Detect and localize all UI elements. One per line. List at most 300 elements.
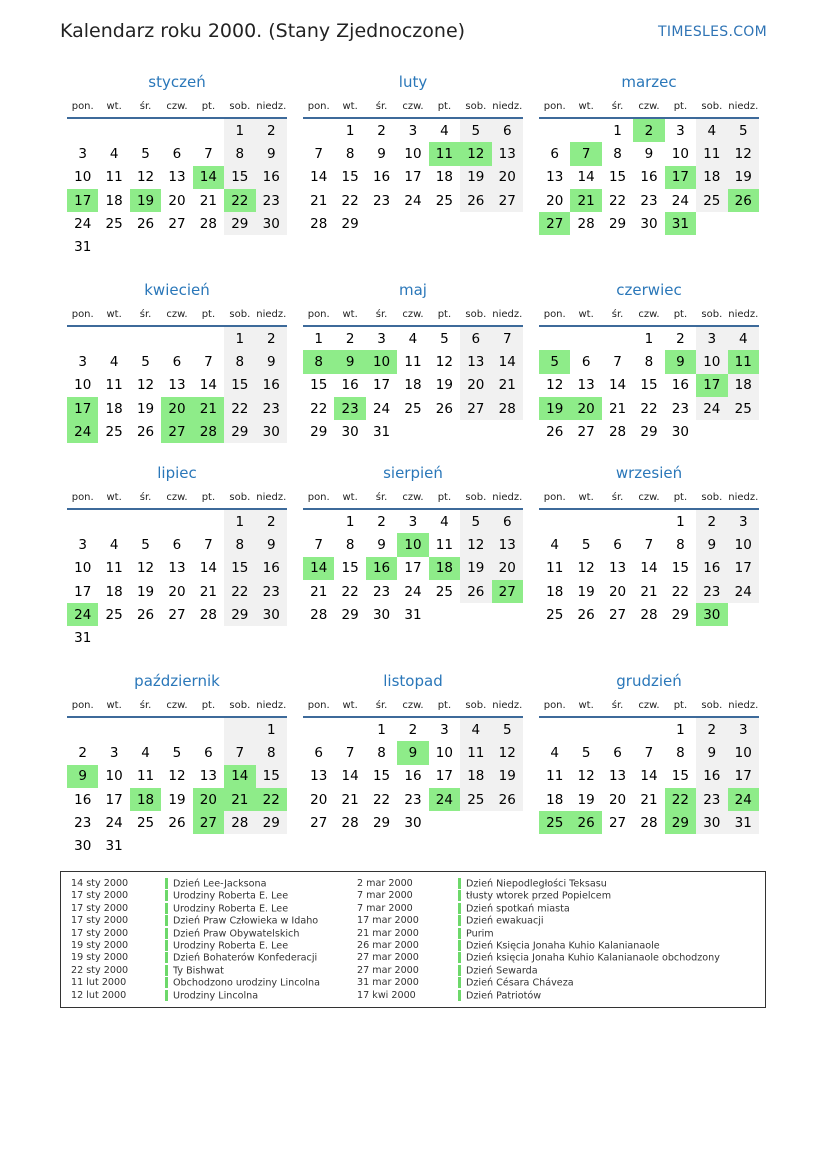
month-block (303, 72, 523, 235)
holiday-day-cell: 24 (728, 788, 759, 811)
day-cell: 16 (696, 765, 727, 788)
day-cell: 4 (408, 330, 418, 347)
day-cell: 14 (640, 768, 658, 785)
holiday-day-cell: 27 (193, 811, 224, 834)
empty-cell (460, 212, 491, 235)
weekday-label: pon. (71, 101, 94, 112)
legend-date: 12 lut 2000 (71, 989, 127, 1001)
day-cell: 26 (168, 814, 186, 831)
empty-cell (570, 327, 601, 350)
weekday-label: sob. (465, 700, 487, 711)
holiday-marker-icon (458, 878, 461, 889)
weekday-label: sob. (701, 700, 723, 711)
weekday-label: czw. (638, 309, 660, 320)
legend-holiday-name: Dzień Niepodległości Teksasu (458, 878, 607, 890)
day-cell: 13 (608, 560, 627, 577)
weekday-label: wt. (342, 492, 358, 503)
day-cell: 1 (314, 330, 323, 347)
empty-cell (256, 235, 287, 258)
weekday-header (67, 489, 287, 507)
holiday-marker-icon (458, 928, 461, 939)
legend-date: 19 sty 2000 (71, 952, 129, 964)
holiday-day-cell: 10 (397, 533, 428, 556)
weekday-header (67, 306, 287, 324)
weekday-label: pon. (71, 492, 94, 503)
day-cell: 18 (404, 377, 422, 394)
month-name: wrzesień (615, 464, 683, 482)
weekday-label: wt. (578, 492, 594, 503)
day-cell: 16 (74, 791, 92, 808)
legend-holiday-name: Dzień Patriotów (458, 990, 541, 1002)
day-cell: 30 (256, 420, 287, 443)
weekday-label: sob. (465, 101, 487, 112)
day-cell: 14 (492, 350, 523, 373)
day-cell: 4 (440, 122, 449, 139)
day-cell: 10 (74, 560, 92, 577)
empty-cell (460, 603, 491, 626)
day-grid (67, 327, 287, 443)
holiday-day-cell: 20 (161, 397, 192, 420)
day-cell: 9 (696, 741, 727, 764)
weekday-label: sob. (229, 309, 251, 320)
day-cell: 6 (613, 744, 622, 761)
day-cell: 9 (256, 350, 287, 373)
day-cell: 8 (676, 744, 685, 761)
day-cell: 13 (492, 142, 523, 165)
day-grid (303, 119, 523, 235)
day-cell: 5 (728, 119, 759, 142)
day-cell: 7 (613, 353, 622, 370)
holiday-marker-icon (165, 878, 168, 889)
empty-cell (303, 119, 334, 142)
empty-cell (429, 603, 460, 626)
legend-holiday-name: Dzień Lee-Jacksona (165, 878, 266, 890)
weekday-label: wt. (578, 101, 594, 112)
empty-cell (98, 626, 129, 649)
day-cell: 3 (408, 513, 418, 530)
day-cell: 9 (696, 533, 727, 556)
month-block (539, 280, 759, 443)
day-cell: 26 (136, 606, 155, 623)
month-block (303, 280, 523, 443)
empty-cell (728, 420, 759, 443)
day-cell: 17 (435, 768, 453, 785)
weekday-label: wt. (342, 309, 358, 320)
day-cell: 25 (696, 189, 727, 212)
empty-cell (193, 510, 224, 533)
legend-holiday-name: Dzień Praw Człowieka w Idaho (165, 915, 318, 927)
day-grid (67, 119, 287, 259)
legend-date: 17 kwi 2000 (357, 989, 416, 1001)
day-cell: 27 (608, 814, 627, 831)
day-cell: 7 (204, 536, 213, 553)
empty-cell (492, 212, 523, 235)
day-cell: 12 (546, 377, 564, 394)
day-cell: 25 (728, 397, 759, 420)
day-cell: 10 (74, 377, 92, 394)
day-cell: 11 (105, 560, 123, 577)
holiday-day-cell: 8 (303, 350, 334, 373)
legend-holiday-name: Dzień księcia Jonaha Kuhio Kalanianaole obchodzony (458, 952, 720, 964)
weekday-label: wt. (106, 101, 122, 112)
legend-date: 27 mar 2000 (357, 964, 419, 976)
holiday-marker-icon (458, 915, 461, 926)
day-cell: 19 (435, 377, 453, 394)
day-cell: 19 (168, 791, 186, 808)
day-cell: 20 (546, 192, 564, 209)
weekday-label: czw. (638, 700, 660, 711)
weekday-label: sob. (465, 309, 487, 320)
day-cell: 6 (172, 353, 182, 370)
weekday-label: czw. (638, 101, 660, 112)
empty-cell (161, 510, 192, 533)
day-cell: 24 (671, 192, 689, 209)
month-block (303, 463, 523, 626)
day-cell: 20 (460, 374, 491, 397)
empty-cell (224, 235, 255, 258)
day-cell: 2 (696, 718, 727, 741)
empty-cell (570, 718, 601, 741)
weekday-label: pt. (437, 700, 452, 711)
weekday-label: sob. (701, 492, 723, 503)
day-cell: 3 (78, 353, 87, 370)
holiday-day-cell: 24 (429, 788, 460, 811)
day-cell: 15 (224, 166, 255, 189)
weekday-label: pon. (543, 700, 566, 711)
empty-cell (224, 626, 255, 649)
empty-cell (67, 327, 98, 350)
day-cell: 28 (577, 215, 595, 232)
day-cell: 3 (78, 145, 87, 162)
day-cell: 20 (492, 166, 523, 189)
month-name: sierpień (383, 464, 443, 482)
day-cell: 16 (372, 169, 391, 186)
day-cell: 30 (256, 212, 287, 235)
day-cell: 26 (492, 788, 523, 811)
legend-date: 2 mar 2000 (357, 878, 413, 889)
day-cell: 1 (256, 718, 287, 741)
day-cell: 6 (172, 536, 182, 553)
day-cell: 12 (577, 560, 595, 577)
day-cell: 30 (671, 423, 689, 440)
day-cell: 17 (728, 765, 759, 788)
day-cell: 5 (581, 536, 591, 553)
empty-cell (492, 603, 523, 626)
day-cell: 29 (310, 423, 328, 440)
weekday-label: śr. (611, 700, 624, 711)
holiday-marker-icon (458, 890, 461, 901)
weekday-header (303, 306, 523, 324)
day-cell: 12 (136, 169, 155, 186)
legend-date: 17 sty 2000 (71, 915, 129, 927)
weekday-header (539, 98, 759, 116)
month-name: kwiecień (144, 281, 210, 299)
month-name: październik (134, 672, 220, 690)
empty-cell (67, 510, 98, 533)
day-cell: 28 (640, 814, 658, 831)
day-cell: 3 (676, 122, 685, 139)
day-cell: 10 (696, 350, 727, 373)
day-cell: 15 (341, 169, 359, 186)
legend-holiday-name: Dzień spotkań miasta (458, 903, 570, 915)
day-cell: 13 (168, 169, 186, 186)
day-cell: 31 (74, 239, 92, 256)
empty-cell (492, 811, 523, 834)
month-block (67, 280, 287, 443)
legend-date: 17 mar 2000 (357, 915, 419, 927)
day-cell: 12 (435, 353, 453, 370)
day-cell: 11 (105, 169, 123, 186)
day-cell: 24 (404, 583, 422, 600)
holiday-marker-icon (165, 977, 168, 988)
day-cell: 18 (105, 583, 123, 600)
day-cell: 22 (671, 583, 689, 600)
weekday-label: czw. (166, 309, 188, 320)
day-grid (539, 327, 759, 443)
day-cell: 29 (256, 811, 287, 834)
day-cell: 29 (372, 814, 391, 831)
day-cell: 3 (728, 510, 759, 533)
day-cell: 16 (404, 768, 422, 785)
day-cell: 4 (109, 353, 119, 370)
month-name: maj (399, 281, 427, 299)
empty-cell (539, 510, 570, 533)
weekday-label: pon. (543, 309, 566, 320)
empty-cell (161, 718, 192, 741)
day-cell: 23 (372, 583, 391, 600)
weekday-label: pt. (673, 492, 688, 503)
day-cell: 10 (728, 741, 759, 764)
day-cell: 30 (341, 423, 359, 440)
holiday-legend (60, 871, 766, 1008)
day-cell: 29 (640, 423, 658, 440)
legend-date: 7 mar 2000 (357, 890, 413, 902)
day-cell: 13 (492, 533, 523, 556)
day-cell: 8 (377, 744, 386, 761)
empty-cell (303, 510, 334, 533)
empty-cell (98, 119, 129, 142)
holiday-day-cell: 19 (130, 189, 161, 212)
month-name: luty (398, 73, 428, 91)
day-cell: 23 (671, 400, 689, 417)
day-cell: 16 (256, 374, 287, 397)
day-cell: 25 (136, 814, 155, 831)
day-cell: 16 (341, 377, 359, 394)
day-cell: 1 (224, 327, 255, 350)
weekday-label: pon. (307, 700, 330, 711)
holiday-day-cell: 26 (570, 811, 601, 834)
day-cell: 18 (546, 791, 564, 808)
empty-cell (460, 420, 491, 443)
holiday-day-cell: 18 (130, 788, 161, 811)
weekday-label: czw. (402, 101, 424, 112)
weekday-label: śr. (375, 492, 388, 503)
day-cell: 23 (372, 192, 391, 209)
day-grid (303, 718, 523, 834)
holiday-day-cell: 5 (539, 350, 570, 373)
day-cell: 23 (256, 189, 287, 212)
month-block (67, 671, 287, 858)
day-cell: 5 (141, 353, 150, 370)
day-cell: 7 (204, 145, 213, 162)
day-cell: 7 (314, 145, 323, 162)
day-cell: 1 (613, 122, 622, 139)
month-block (539, 72, 759, 235)
weekday-label: niedz. (728, 492, 759, 503)
empty-cell (193, 235, 224, 258)
day-cell: 24 (74, 215, 92, 232)
day-cell: 14 (577, 169, 595, 186)
weekday-label: niedz. (728, 101, 759, 112)
day-cell: 2 (676, 330, 685, 347)
day-cell: 29 (671, 606, 689, 623)
day-cell: 22 (310, 400, 328, 417)
day-cell: 27 (492, 189, 523, 212)
day-cell: 23 (404, 791, 422, 808)
holiday-marker-icon (165, 965, 168, 976)
day-cell: 25 (105, 423, 123, 440)
day-cell: 8 (345, 145, 355, 162)
legend-holiday-name: tłusty wtorek przed Popielcem (458, 890, 611, 902)
holiday-day-cell: 14 (303, 557, 334, 580)
day-cell: 10 (105, 768, 123, 785)
empty-cell (539, 718, 570, 741)
holiday-marker-icon (458, 952, 461, 963)
empty-cell (696, 420, 727, 443)
holiday-day-cell: 14 (224, 765, 255, 788)
day-cell: 13 (608, 768, 627, 785)
day-cell: 19 (136, 400, 155, 417)
day-cell: 24 (372, 400, 391, 417)
holiday-day-cell: 27 (492, 580, 523, 603)
legend-date: 26 mar 2000 (357, 940, 419, 951)
day-cell: 8 (345, 536, 355, 553)
day-cell: 15 (640, 377, 658, 394)
empty-cell (728, 212, 759, 235)
weekday-label: pt. (201, 700, 216, 711)
weekday-label: niedz. (256, 492, 287, 503)
empty-cell (224, 834, 255, 857)
day-cell: 8 (256, 741, 287, 764)
day-cell: 11 (404, 353, 422, 370)
day-cell: 21 (640, 583, 658, 600)
day-cell: 28 (640, 606, 658, 623)
day-cell: 17 (404, 169, 422, 186)
day-cell: 21 (310, 192, 328, 209)
empty-cell (98, 510, 129, 533)
day-cell: 28 (608, 423, 627, 440)
day-cell: 7 (644, 744, 654, 761)
day-cell: 13 (546, 169, 564, 186)
month-block (67, 463, 287, 650)
day-cell: 31 (74, 630, 92, 647)
empty-cell (256, 626, 287, 649)
empty-cell (602, 510, 633, 533)
legend-holiday-name: Urodziny Roberta E. Lee (165, 940, 288, 952)
day-cell: 11 (546, 768, 564, 785)
weekday-label: czw. (638, 492, 660, 503)
empty-cell (539, 119, 570, 142)
day-cell: 24 (404, 192, 422, 209)
day-cell: 1 (644, 330, 654, 347)
day-cell: 6 (204, 744, 213, 761)
weekday-label: wt. (578, 309, 594, 320)
holiday-day-cell: 21 (224, 788, 255, 811)
weekday-label: pt. (437, 101, 452, 112)
empty-cell (161, 235, 192, 258)
weekday-label: sob. (229, 492, 251, 503)
day-cell: 8 (224, 142, 255, 165)
month-block (539, 463, 759, 626)
weekday-label: czw. (166, 700, 188, 711)
day-cell: 6 (581, 353, 591, 370)
holiday-day-cell: 10 (366, 350, 397, 373)
brand-link[interactable]: TIMESLES.COM (658, 24, 767, 40)
weekday-label: pt. (673, 700, 688, 711)
day-cell: 20 (168, 583, 186, 600)
day-cell: 19 (492, 765, 523, 788)
legend-holiday-name: Urodziny Roberta E. Lee (165, 903, 288, 915)
day-cell: 30 (256, 603, 287, 626)
day-cell: 2 (696, 510, 727, 533)
day-cell: 9 (644, 145, 654, 162)
day-cell: 15 (224, 374, 255, 397)
day-cell: 31 (728, 811, 759, 834)
weekday-label: pt. (437, 309, 452, 320)
legend-holiday-name: Dzień Sewarda (458, 965, 538, 977)
legend-date: 14 sty 2000 (71, 878, 129, 889)
weekday-header (539, 489, 759, 507)
day-cell: 3 (696, 327, 727, 350)
weekday-label: pon. (71, 700, 94, 711)
weekday-header (539, 306, 759, 324)
day-cell: 8 (644, 353, 654, 370)
day-cell: 2 (256, 119, 287, 142)
day-cell: 8 (224, 350, 255, 373)
day-cell: 25 (404, 400, 422, 417)
day-cell: 22 (224, 580, 255, 603)
day-cell: 12 (168, 768, 186, 785)
day-cell: 19 (460, 166, 491, 189)
day-cell: 5 (141, 145, 150, 162)
legend-date: 11 lut 2000 (71, 977, 127, 989)
holiday-day-cell: 11 (429, 142, 460, 165)
day-cell: 4 (728, 327, 759, 350)
weekday-label: pt. (201, 101, 216, 112)
day-cell: 11 (105, 377, 123, 394)
weekday-label: pon. (71, 309, 94, 320)
page-title: Kalendarz roku 2000. (Stany Zjednoczone) (60, 20, 466, 42)
holiday-marker-icon (165, 903, 168, 914)
holiday-day-cell: 20 (193, 788, 224, 811)
weekday-label: niedz. (256, 700, 287, 711)
legend-date: 27 mar 2000 (357, 952, 419, 964)
holiday-day-cell: 25 (539, 811, 570, 834)
day-cell: 5 (172, 744, 182, 761)
day-cell: 12 (136, 560, 155, 577)
holiday-day-cell: 21 (193, 397, 224, 420)
day-cell: 7 (204, 353, 213, 370)
holiday-day-cell: 29 (665, 811, 696, 834)
weekday-label: śr. (139, 101, 152, 112)
day-cell: 25 (460, 788, 491, 811)
day-cell: 12 (136, 377, 155, 394)
weekday-label: śr. (611, 492, 624, 503)
empty-cell (224, 718, 255, 741)
day-cell: 31 (372, 423, 391, 440)
legend-date: 31 mar 2000 (357, 977, 419, 989)
empty-cell (130, 119, 161, 142)
